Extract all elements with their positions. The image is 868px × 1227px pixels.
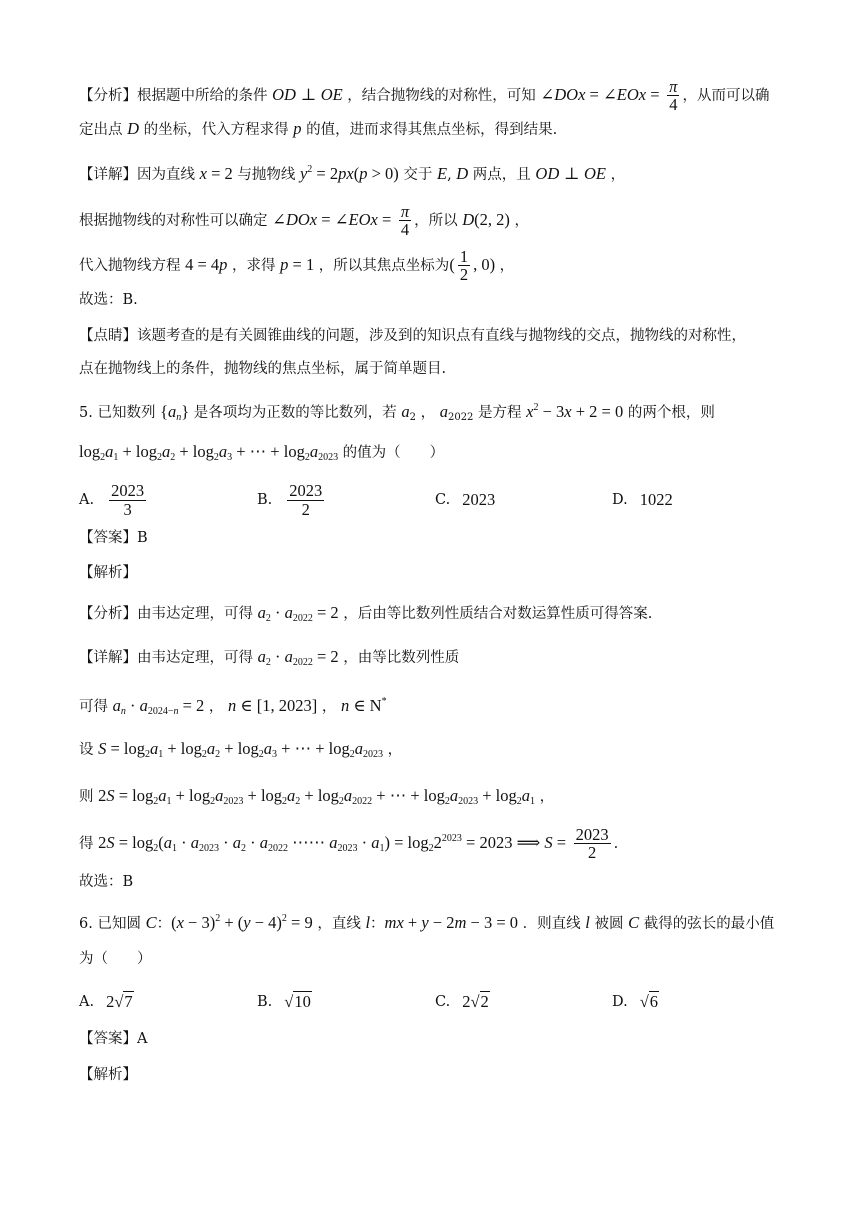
comment-4-line-2: 点在抛物线上的条件，抛物线的焦点坐标，属于简单题目.	[79, 361, 447, 377]
q5-stem-line-1: 5. 已知数列 $\{a_n\}$ 是各项均为正数的等比数列，若 $a_2$ ， $a_{2022}$ 是方程 $x^2 - 3x + 2 = 0$ 的两个根，则	[79, 402, 715, 423]
q5-line-d: 得 $2S = \log_2(a_1 \cdot a_{2023} \cdot a_2 \cdot a_{2022}$ ⋯⋯ $a_{2023} \cdot a_1) = \log_22^{2023} = 2023$ ⟹ S = $\frac{2023}{2}$ .	[79, 825, 619, 863]
analysis-tag: 【分析】	[79, 87, 137, 104]
q5-option-c: C. 2023	[435, 490, 496, 509]
q5-option-b: B. $\frac{2023}{2}$	[257, 481, 323, 519]
analysis-4-line-2: 定出点 D 的坐标，代入方程求得 p 的值，进而求得其焦点坐标，得到结果.	[79, 119, 558, 138]
q6-stem-line-2: 为（ ）	[79, 951, 152, 967]
q6-answer: 【答案】A	[79, 1031, 148, 1047]
choose-4: 故选：B.	[79, 292, 138, 308]
q5-answer: 【答案】B	[79, 530, 148, 546]
detail-4-line-2: 根据抛物线的对称性可以确定 ∠DOx = ∠EOx = $\frac{\pi}{4}$ ，所以 D(2, 2) ，	[79, 202, 530, 240]
q6-option-c: C. 2√2	[435, 992, 489, 1011]
q6-stem-line-1: 6. 已知圆 C：$(x - 3)^2 + (y - 4)^2 = 9$ ，直线 l：mx + y − 2m − 3 = 0 ．则直线 l 被圆 C 截得的弦长的最小值	[79, 913, 775, 932]
q6-options	[79, 980, 799, 1024]
q5-line-a: 可得 $a_n \cdot a_{2024-n} = 2$ ， n ∈ [1, 2023] ， n ∈ N*	[79, 696, 387, 717]
q6-option-b: B. √10	[257, 992, 311, 1011]
q6-option-d: D. √6	[612, 992, 659, 1011]
comment-4-line-1: 【点睛】该题考查的是有关圆锥曲线的问题，涉及到的知识点有直线与抛物线的交点，抛物线的对称性，	[79, 328, 746, 344]
q5-detail: 【详解】由韦达定理，可得 $a_2 \cdot a_{2022} = 2$ ，由等比数列性质	[79, 647, 460, 668]
q5-options	[79, 478, 799, 522]
q5-line-c: 则 $2S = \log_2a_1 + \log_2a_{2023} + \log_2a_2 + \log_2a_{2022}$ + ⋯ + $\log_2a_{2023} + \log_2a_1$ ，	[79, 786, 555, 807]
q5-solution-tag: 【解析】	[79, 565, 137, 581]
q5-choose: 故选：B	[79, 874, 134, 890]
analysis-4-line-1: 【分析】根据题中所给的条件 OD ⊥ OE ，结合抛物线的对称性，可知 ∠DOx = ∠EOx = $\frac{\pi}{4}$ ，从而可以确	[79, 77, 770, 115]
q5-stem-line-2: $\log_2a_1 + \log_2a_2 + \log_2a_3$ + ⋯ + $\log_2a_{2023}$ 的值为（ ）	[79, 442, 445, 463]
detail-4-line-3: 代入抛物线方程 4 = 4p ，求得 p = 1 ，所以其焦点坐标为( $\frac{1}{2}$ , 0) ，	[79, 247, 515, 285]
q5-line-b: 设 $S = \log_2a_1 + \log_2a_2 + \log_2a_3$ + ⋯ + $\log_2a_{2023}$ ，	[79, 739, 403, 760]
detail-4-line-1: 【详解】因为直线 x = 2 与抛物线 $y^2 = 2px(p > 0)$ 交于 E, D 两点，且 OD ⊥ OE ，	[79, 164, 626, 183]
q5-option-d: D. 1022	[612, 490, 673, 509]
q5-analysis: 【分析】由韦达定理，可得 $a_2 \cdot a_{2022} = 2$ ，后由等比数列性质结合对数运算性质可得答案.	[79, 603, 653, 624]
q5-option-a: A. $\frac{2023}{3}$	[79, 481, 145, 519]
q6-solution-tag: 【解析】	[79, 1067, 137, 1083]
q6-option-a: A. 2√7	[79, 992, 133, 1011]
